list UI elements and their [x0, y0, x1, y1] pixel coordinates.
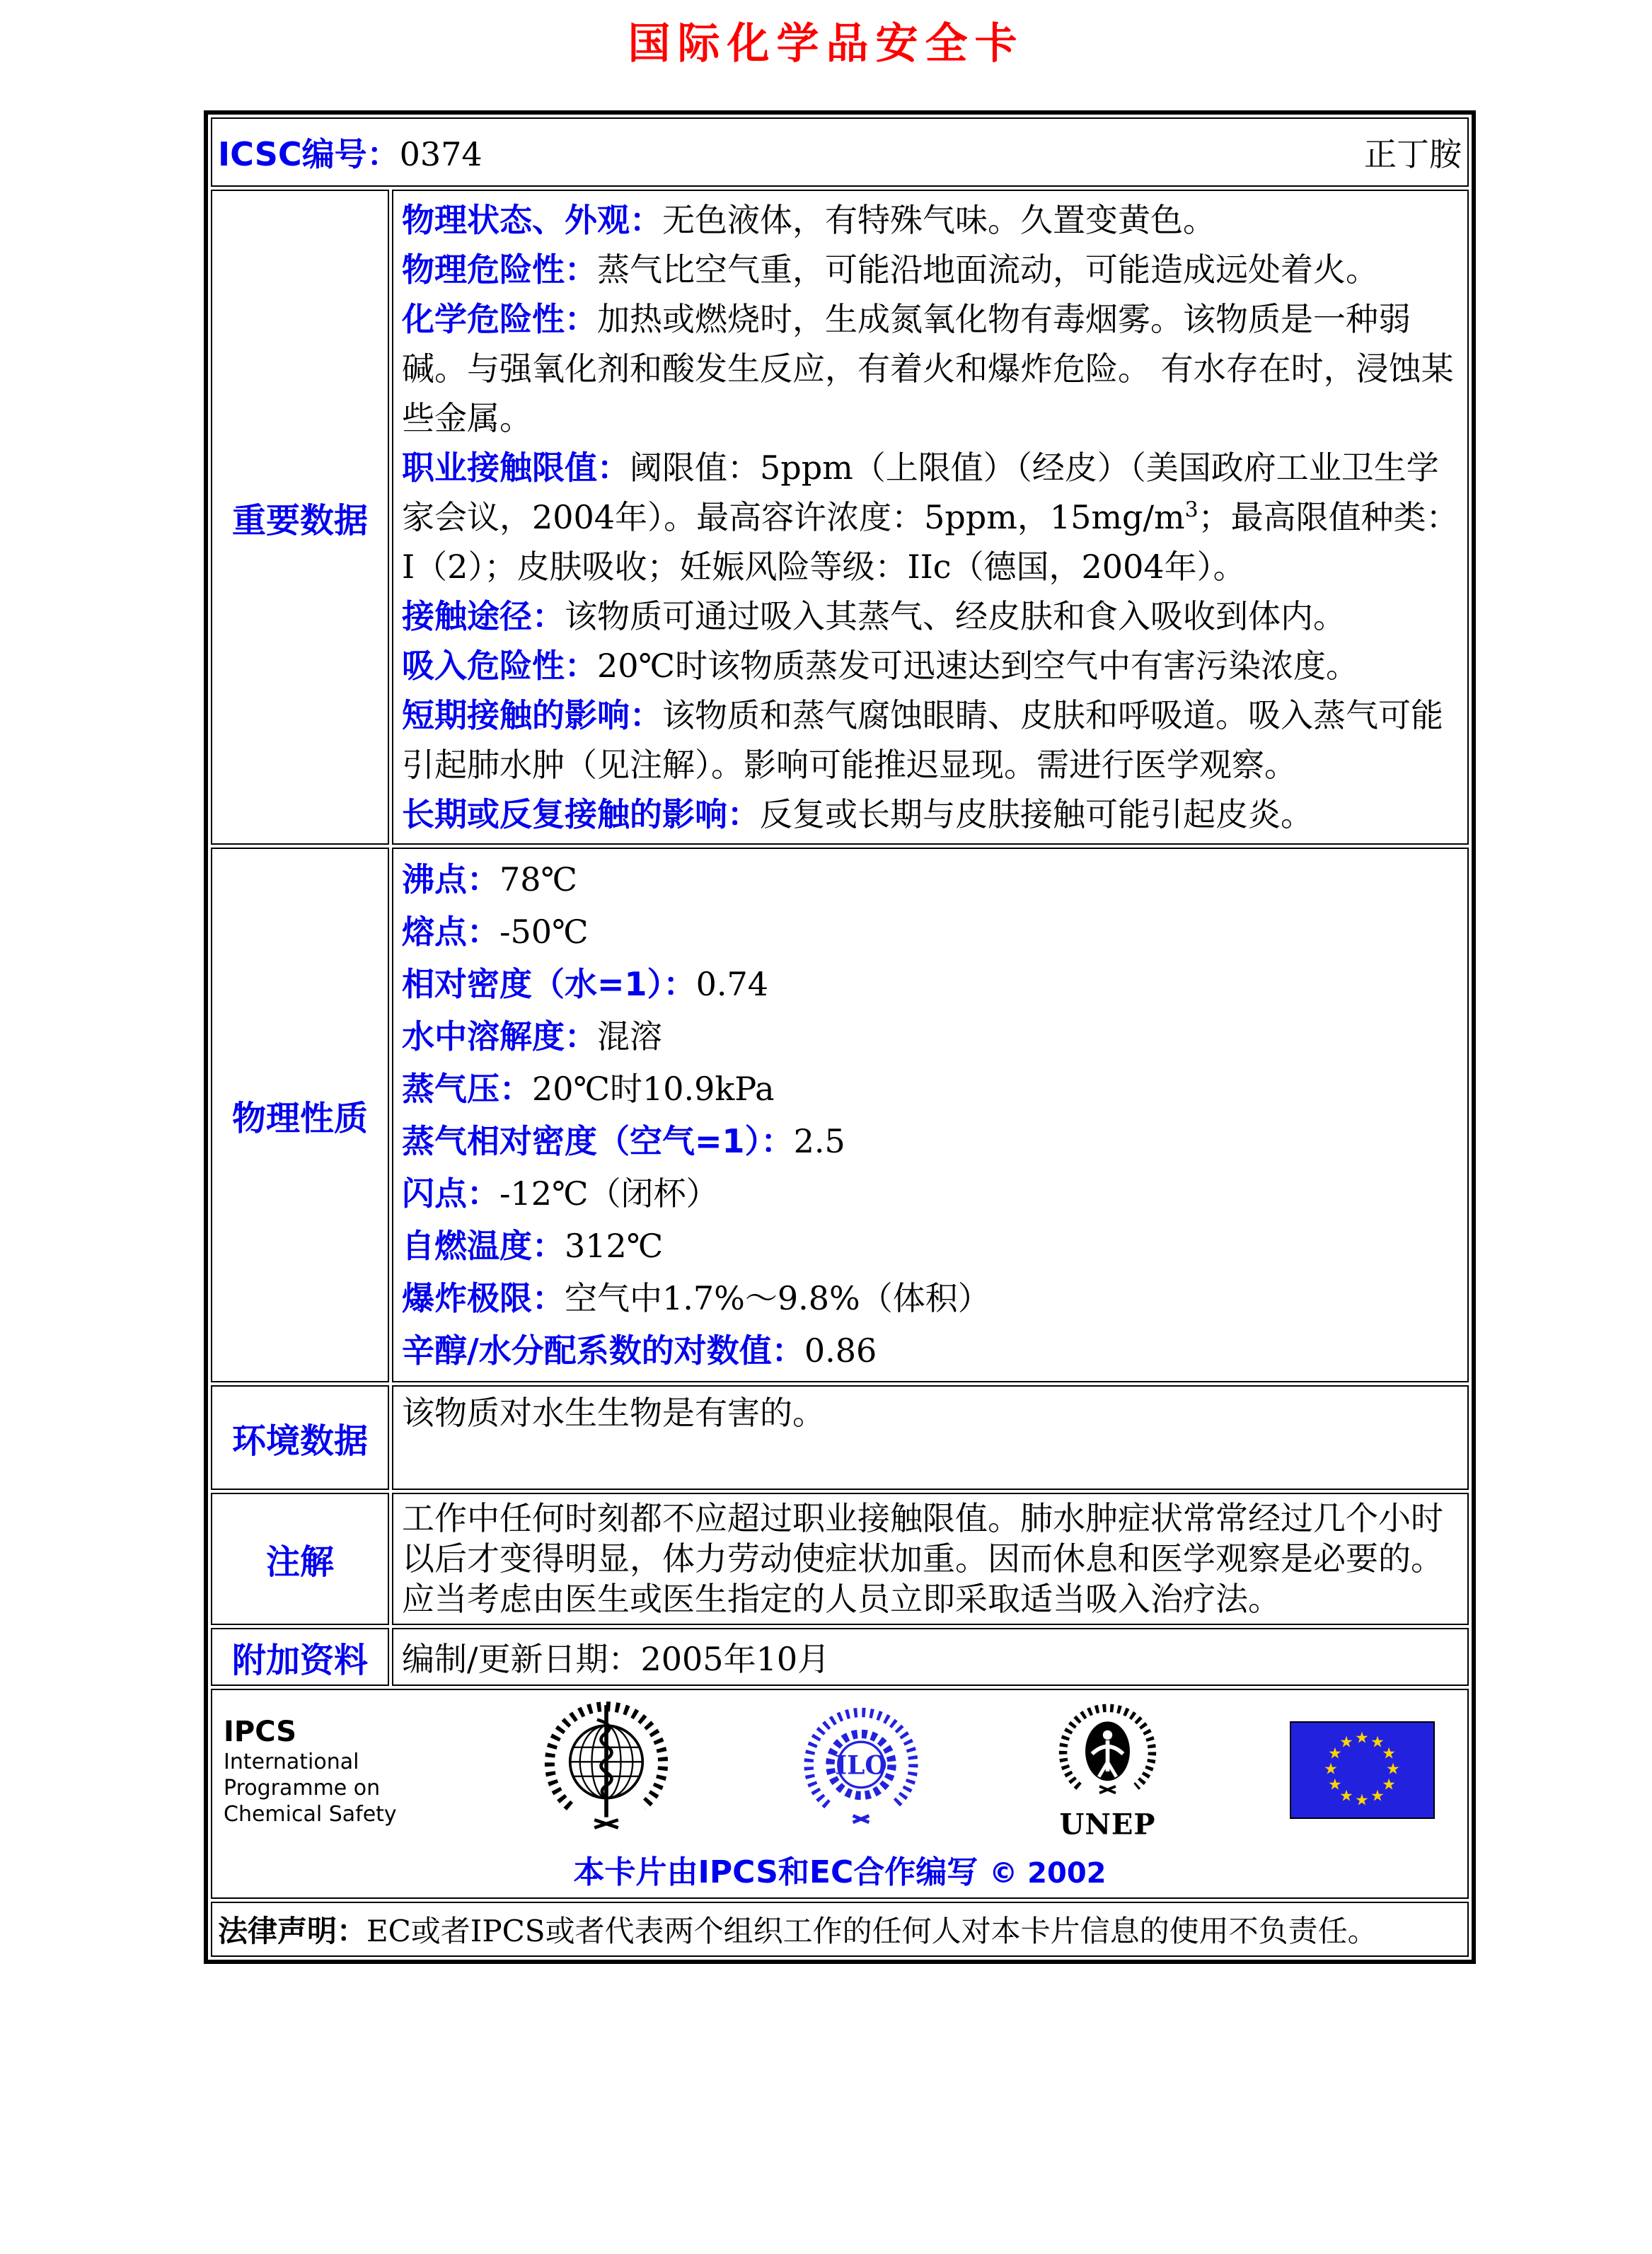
- important-item: 接触途径：该物质可通过吸入其蒸气、经皮肤和食入吸收到体内。: [402, 597, 1346, 635]
- chemical-name: 正丁胺: [1364, 135, 1462, 173]
- property-row: 相对密度（水=1）：0.74: [402, 965, 768, 1003]
- property-row: 熔点：-50℃: [402, 913, 589, 951]
- svg-text:★: ★: [1370, 1733, 1385, 1751]
- ipcs-name-line2: Programme on: [224, 1776, 381, 1801]
- header-row: [211, 117, 1469, 187]
- svg-text:★: ★: [1355, 1791, 1369, 1809]
- ipcs-name-line1: International: [224, 1750, 359, 1774]
- section-label-physical: 物理性质: [211, 848, 389, 1382]
- svg-text:★: ★: [1328, 1776, 1342, 1793]
- section-physical-properties: [211, 848, 1469, 1382]
- svg-text:★: ★: [1382, 1745, 1396, 1762]
- icsc-number-group: [218, 129, 483, 175]
- svg-text:★: ★: [1386, 1760, 1400, 1778]
- ipcs-name-line3: Chemical Safety: [224, 1802, 397, 1827]
- page-title: 国际化学品安全卡: [628, 19, 1024, 69]
- svg-text:★: ★: [1328, 1745, 1342, 1762]
- property-row: 蒸气相对密度（空气=1）：2.5: [402, 1122, 845, 1160]
- section-label-environment: 环境数据: [211, 1385, 389, 1490]
- section-additional-information: [211, 1628, 1469, 1686]
- svg-text:★: ★: [1355, 1729, 1369, 1747]
- property-row: 爆炸极限：空气中1.7%～9.8%（体积）: [402, 1279, 990, 1317]
- svg-text:★: ★: [1382, 1776, 1396, 1793]
- logos-strip: [212, 1697, 1467, 1845]
- important-item: 短期接触的影响：该物质和蒸气腐蚀眼睛、皮肤和呼吸道。吸入蒸气可能引起肺水肿（见注解）。影响可能推迟显现。需进行医学观察。: [402, 696, 1443, 784]
- logos-row: [211, 1689, 1469, 1899]
- section-label-additional: 附加资料: [211, 1628, 389, 1686]
- svg-text:★: ★: [1370, 1787, 1385, 1805]
- important-data-content: [392, 190, 1469, 845]
- property-row: 辛醇/水分配系数的对数值：0.86: [402, 1331, 877, 1370]
- important-item: 职业接触限值：阈限值：5ppm（上限值）（经皮）（美国政府工业卫生学家会议，2004年）。最高容许浓度：5ppm，$15mg/m^3$；最高限值种类：I（2）；皮肤吸收；妊娠风险等级：IIc（德国，2004年）。: [402, 449, 1459, 586]
- notes-text: 工作中任何时刻都不应超过职业接触限值。肺水肿症状常常经过几个小时以后才变得明显，体力劳动使症状加重。因而休息和医学观察是必要的。应当考虑由医生或医生指定的人员立即采取适当吸入治疗法。: [402, 1499, 1443, 1618]
- legal-row: [211, 1902, 1469, 1957]
- property-row: 蒸气压：20℃时10.9kPa: [402, 1070, 775, 1108]
- legal-label: 法律声明：: [218, 1914, 367, 1948]
- property-row: 闪点：-12℃（闭杯）: [402, 1174, 719, 1213]
- icsc-number-label: ICSC编号：: [218, 135, 400, 173]
- property-row: 自燃温度：312℃: [402, 1227, 664, 1265]
- notes-content: [392, 1493, 1469, 1625]
- svg-text:★: ★: [1324, 1760, 1338, 1778]
- property-row: 水中溶解度：混溶: [402, 1017, 662, 1056]
- important-item: 物理危险性：蒸气比空气重，可能沿地面流动，可能造成远处着火。: [402, 250, 1378, 289]
- important-item: 物理状态、外观：无色液体，有特殊气味。久置变黄色。: [402, 201, 1215, 239]
- important-item: 长期或反复接触的影响：反复或长期与皮肤接触可能引起皮炎。: [402, 795, 1313, 833]
- important-item: 吸入危险性：20℃时该物质蒸发可迅速达到空气中有害污染浓度。: [402, 647, 1358, 685]
- section-notes: [211, 1493, 1469, 1625]
- icsc-number-value: 0374: [399, 135, 483, 173]
- superscript: 3: [1184, 497, 1198, 523]
- update-date-text: 编制/更新日期：2005年10月: [402, 1640, 831, 1678]
- cooperation-line: [212, 1846, 1467, 1892]
- legal-text: EC或者IPCS或者代表两个组织工作的任何人对本卡片信息的使用不负责任。: [366, 1914, 1377, 1948]
- icsc-card-table: [204, 110, 1476, 1964]
- physical-properties-content: [392, 848, 1469, 1382]
- svg-text:★: ★: [1339, 1787, 1353, 1805]
- section-label-important: 重要数据: [211, 190, 389, 845]
- section-environmental-data: [211, 1385, 1469, 1490]
- ilo-letters: ILO: [835, 1750, 887, 1781]
- environmental-data-content: [392, 1385, 1469, 1490]
- section-label-notes: 注解: [211, 1493, 389, 1625]
- ipcs-acronym: IPCS: [224, 1716, 297, 1748]
- eu-flag-icon: [1290, 1721, 1435, 1822]
- additional-information-content: [392, 1628, 1469, 1686]
- who-logo-icon: [539, 1697, 674, 1845]
- unep-logo-icon: [1049, 1697, 1166, 1845]
- svg-text:★: ★: [1339, 1733, 1353, 1751]
- cooperation-text: 本卡片由IPCS和EC合作编写: [573, 1854, 978, 1890]
- ilo-logo-icon: [797, 1703, 925, 1840]
- environment-text: 该物质对水生生物是有害的。: [402, 1394, 825, 1432]
- property-row: 沸点：78℃: [402, 860, 577, 898]
- unep-caption: UNEP: [1059, 1808, 1155, 1842]
- ipcs-text-block: [224, 1715, 415, 1827]
- section-important-data: [211, 190, 1469, 845]
- important-item: 化学危险性：加热或燃烧时，生成氮氧化物有毒烟雾。该物质是一种弱碱。与强氧化剂和酸发生反应，有着火和爆炸危险。 有水存在时，浸蚀某些金属。: [402, 300, 1454, 437]
- copyright-text: © 2002: [989, 1857, 1107, 1890]
